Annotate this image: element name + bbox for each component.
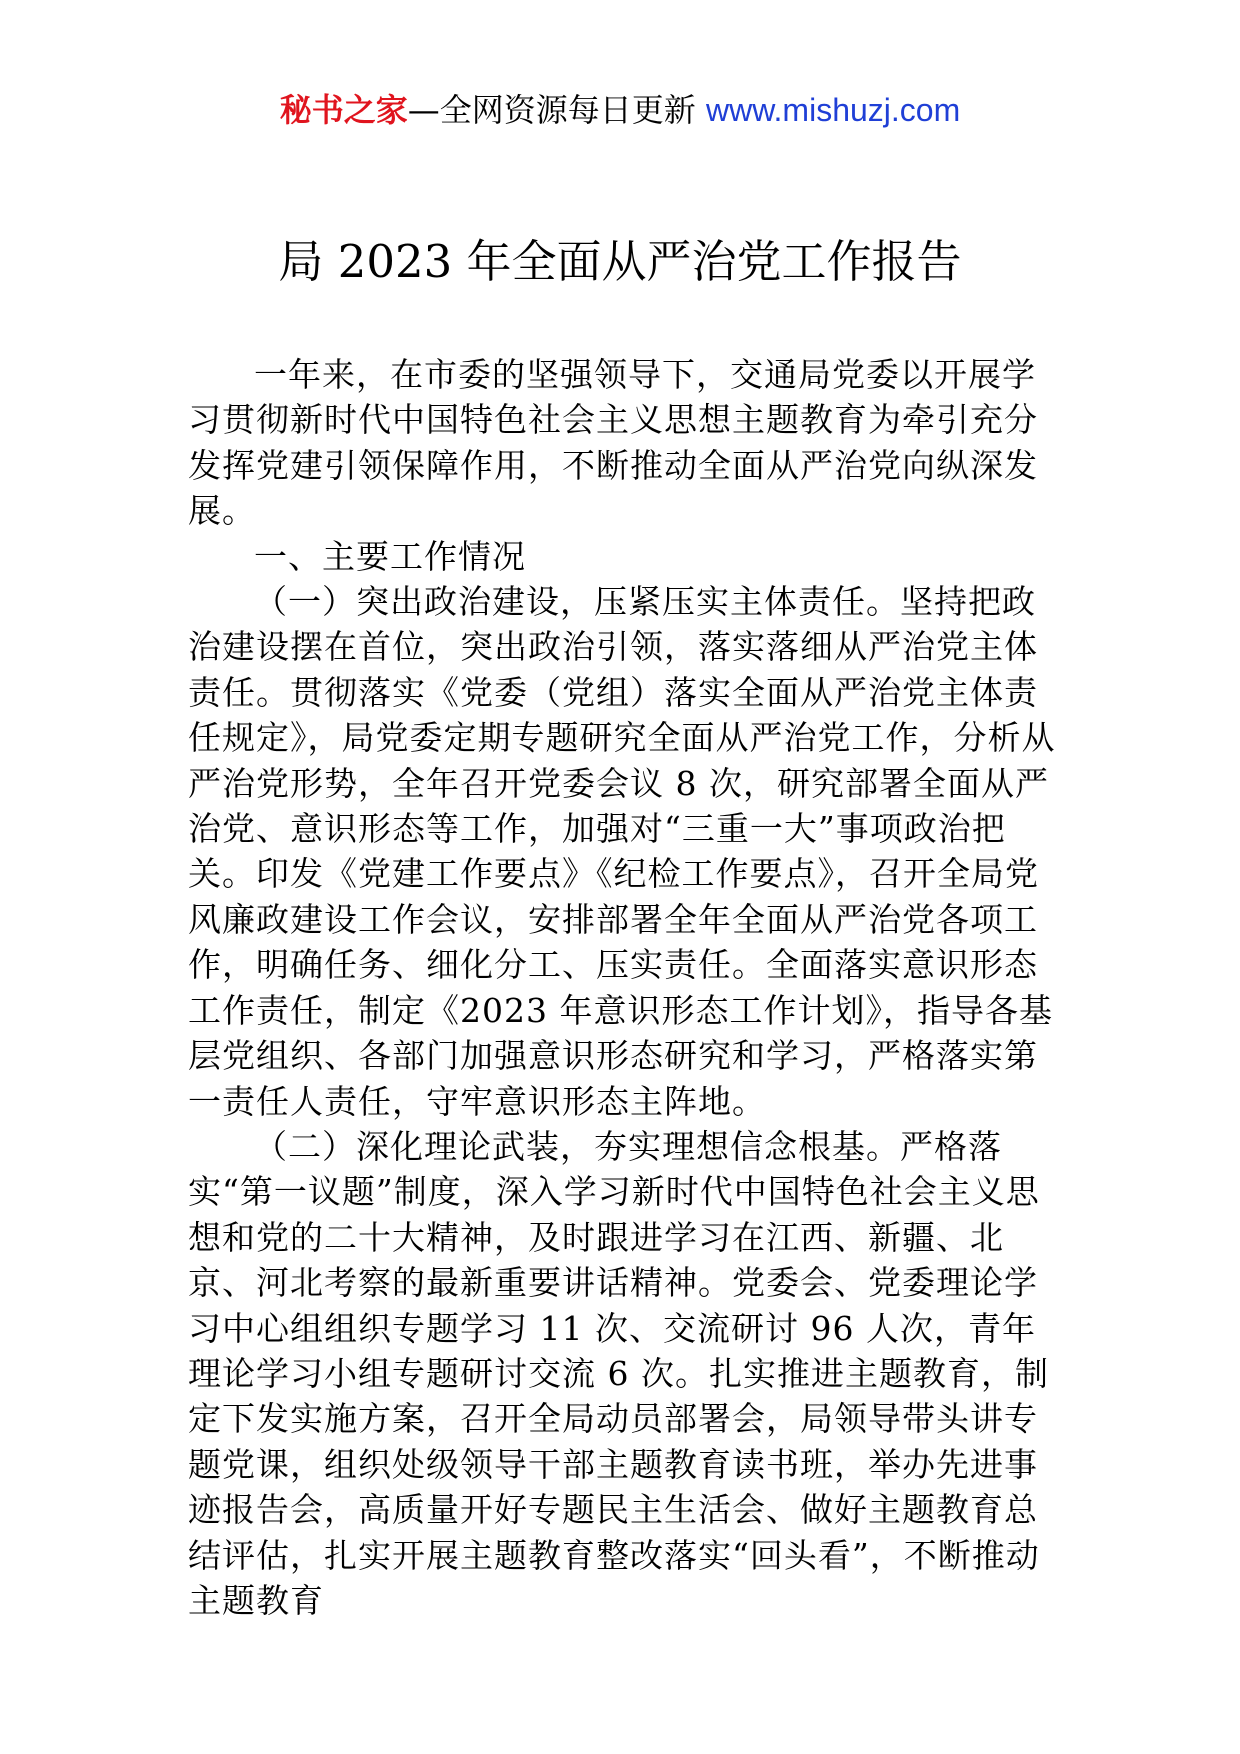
paragraph-political-construction: （一）突出政治建设，压紧压实主体责任。坚持把政治建设摆在首位，突出政治引领，落实落细从严治党主体责任。贯彻落实《党委（党组）落实全面从严治党主体责任规定》，局党委定期专题研究全面从严治党工作，分析从严治党形势，全年召开党委会议 8 次，研究部署全面从严治党、意识形态等工作，加强对“三重一大”事项政治把关。印发《党建工作要点》《纪检工作要点》，召开全局党风廉政建设工作会议，安排部署全年全面从严治党各项工作，明确任务、细化分工、压实责任。全面落实意识形态工作责任，制定《2023 年意识形态工作计划》，指导各基层党组织、各部门加强意识形态研究和学习，严格落实第一责任人责任，守牢意识形态主阵地。 [188, 582, 1056, 1121]
site-header [0, 88, 1240, 132]
site-brand: 秘书之家 [279, 91, 408, 129]
document-title: 局 2023 年全面从严治党工作报告 [278, 235, 962, 288]
section-heading-main-work: 一、主要工作情况 [254, 536, 526, 576]
site-url-link[interactable]: www.mishuzj.com [705, 92, 961, 128]
intro-paragraph: 一年来，在市委的坚强领导下，交通局党委以开展学习贯彻新时代中国特色社会主义思想主题教育为牵引充分发挥党建引领保障作用，不断推动全面从严治党向纵深发展。 [188, 355, 1038, 531]
document-body [188, 352, 1064, 1623]
site-tagline: —全网资源每日更新 [407, 91, 706, 129]
paragraph-theory-study: （二）深化理论武装，夯实理想信念根基。严格落实“第一议题”制度，深入学习新时代中国特色社会主义思想和党的二十大精神，及时跟进学习在江西、新疆、北京、河北考察的最新重要讲话精神。党委会、党委理论学习中心组组织专题学习 11 次、交流研讨 96 人次，青年理论学习小组专题研讨交流 6 次。扎实推进主题教育，制定下发实施方案，召开全局动员部署会，局领导带头讲专题党课，组织处级领导干部主题教育读书班，举办先进事迹报告会，高质量开好专题民主生活会、做好主题教育总结评估，扎实开展主题教育整改落实“回头看”，不断推动主题教育 [188, 1126, 1049, 1620]
